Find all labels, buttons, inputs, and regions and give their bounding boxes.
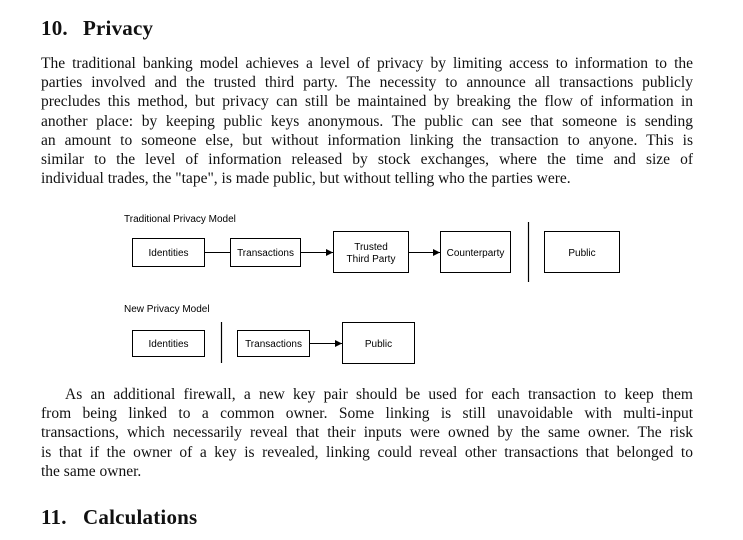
text-line: another place: by keeping public keys anonymous. The public can see that someone is sending: [41, 112, 693, 130]
text-line: The traditional banking model achieves a level of privacy by limiting access to information to the: [41, 55, 693, 72]
traditional-model-title: Traditional Privacy Model: [124, 214, 236, 225]
section-number: 10.: [41, 16, 68, 40]
traditional-identities-label: Identities: [148, 248, 189, 259]
section-number: 11.: [41, 505, 67, 529]
counterparty-label: Counterparty: [446, 248, 505, 259]
text-line: similar to the level of information released by stock exchanges, where the time and size of: [41, 151, 693, 169]
section-title: Calculations: [83, 505, 198, 529]
traditional-transactions-label: Transactions: [237, 248, 294, 259]
text-line: an amount to someone else, but without information linking the transaction to anyone. This is: [41, 131, 693, 149]
text-line: from being linked to a common owner. Some linking is still unavoidable with multi-input: [41, 405, 693, 423]
new-identities-label: Identities: [148, 339, 189, 350]
section-heading-calculations: [41, 505, 197, 530]
new-public-label: Public: [364, 339, 393, 350]
text-line: precludes this method, but privacy can still be maintained by breaking the flow of information in: [41, 93, 693, 111]
text-line: individual trades, the "tape", is made public, but without telling who the parties were.: [41, 170, 571, 188]
trusted-label-line2: Third Party: [346, 254, 396, 265]
new-transactions-label: Transactions: [245, 339, 302, 350]
new-model-title: New Privacy Model: [124, 304, 210, 315]
text-line: transactions, which necessarily reveal that their inputs were owned by the same owner. The risk: [41, 424, 693, 442]
traditional-public-label: Public: [568, 248, 596, 259]
trusted-label-line1: Trusted: [354, 242, 388, 253]
text-line: parties involved and the trusted third party. The necessity to announce all transactions publicly: [41, 74, 693, 92]
section-title: Privacy: [83, 16, 154, 40]
firewall-paragraph: [41, 385, 693, 481]
text-line: the same owner.: [41, 462, 142, 480]
text-line: is that if the owner of a key is revealed, linking could reveal other transactions that belonged to: [41, 443, 693, 461]
text-line: As an additional firewall, a new key pair should be used for each transaction to keep them: [65, 386, 693, 403]
